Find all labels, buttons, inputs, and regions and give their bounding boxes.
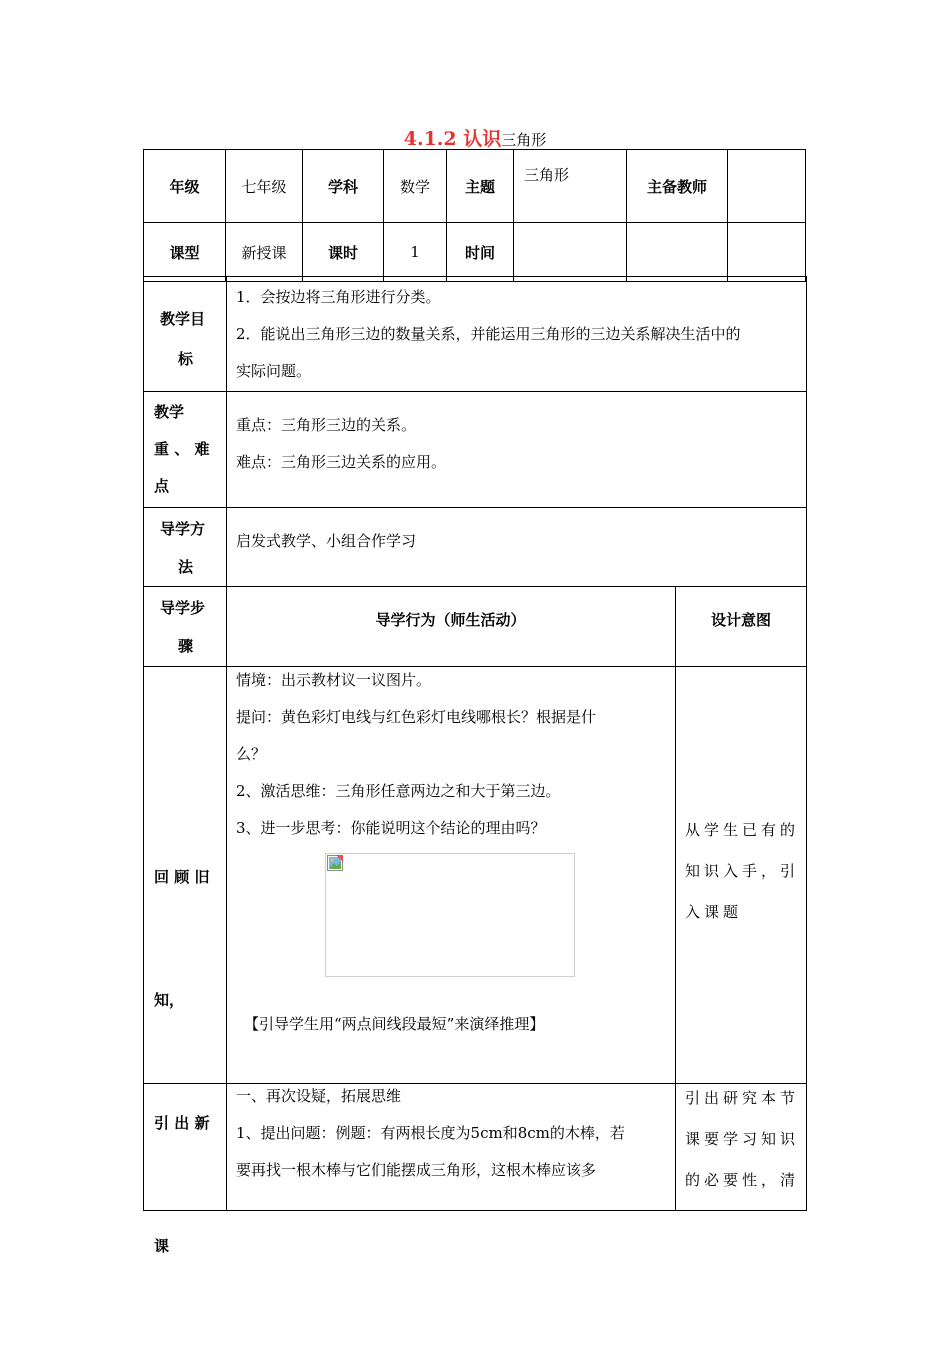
review-intent: [685, 810, 803, 933]
objective-item: 实际问题。: [236, 362, 312, 380]
intent-line: 课要学习知识: [685, 1130, 800, 1148]
review-line: 3、进一步思考：你能说明这个结论的理由吗？: [236, 819, 546, 837]
method-row: [143, 507, 807, 587]
subject-label: 学科: [303, 150, 384, 223]
review-guide: 【引导学生用“两点间线段最短”来演绎推理】: [244, 1015, 545, 1033]
teacher-label: 主备教师: [627, 150, 728, 223]
review-label-3: 引 出 新: [154, 1114, 210, 1132]
steps-header-row: [143, 586, 807, 667]
review-content: [236, 662, 676, 847]
title-number: 4.1.2 认识: [403, 128, 502, 150]
review-label-2: 知，: [154, 991, 185, 1009]
time-label: 时间: [447, 223, 514, 282]
keypoints-row: [143, 391, 807, 508]
review-line: 情境：出示教材议一议图片。: [236, 671, 432, 689]
objectives-label-2: 标: [178, 350, 194, 368]
objectives-row: [143, 276, 807, 392]
explore-content: [236, 1078, 676, 1189]
explore-line: 一、再次设疑，拓展思维: [236, 1087, 402, 1105]
header-table: [143, 149, 806, 282]
column-divider: [675, 1084, 676, 1210]
intent-line: 引出研究本节: [685, 1089, 800, 1107]
intent-line: 从学生已有的: [685, 821, 800, 839]
explore-row: [143, 1083, 807, 1211]
review-label-4: 课: [154, 1237, 170, 1255]
review-label-1: 回 顾 旧: [154, 868, 210, 886]
type-label: 课型: [144, 223, 226, 282]
objectives-content: [236, 279, 806, 390]
subject-value: 数学: [384, 150, 447, 223]
time-value: [514, 223, 627, 282]
empty-cell-1: [627, 223, 728, 282]
activity-header: 导学行为（师生活动）: [375, 611, 526, 629]
review-line: 提问：黄色彩灯电线与红色彩灯电线哪根长？根据是什: [236, 708, 597, 726]
teacher-value: [728, 150, 806, 223]
steps-label-2: 骤: [178, 637, 194, 655]
intent-line: 入课题: [685, 903, 743, 921]
explore-line: 要再找一根木棒与它们能摆成三角形，这根木棒应该多: [236, 1161, 597, 1179]
method-label-2: 法: [178, 558, 194, 576]
steps-label-1: 导学步: [160, 599, 206, 617]
broken-image: [325, 853, 575, 977]
keypoint-item: 重点：三角形三边的关系。: [236, 416, 417, 434]
grade-label: 年级: [144, 150, 226, 223]
objective-item: 1．会按边将三角形进行分类。: [236, 288, 441, 306]
document-title: [0, 124, 950, 151]
grade-value: 七年级: [226, 150, 303, 223]
objectives-label-1: 教学目: [160, 310, 206, 328]
intent-header: 设计意图: [710, 611, 771, 629]
intent-line: 的必要性，清: [685, 1171, 800, 1189]
keypoints-content: [236, 407, 806, 481]
method-text: 启发式教学、小组合作学习: [236, 532, 417, 550]
title-rest: 三角形: [501, 131, 547, 149]
keypoints-label-1: 教学: [154, 403, 185, 421]
explore-intent: [685, 1078, 803, 1201]
steps-label-cell: [144, 587, 227, 666]
empty-cell-2: [728, 223, 806, 282]
keypoints-label-cell: [144, 392, 227, 507]
method-label-cell: [144, 508, 227, 586]
review-line: 2、激活思维：三角形任意两边之和大于第三边。: [236, 782, 561, 800]
intent-line: 知识入手，引: [685, 862, 800, 880]
topic-value: 三角形: [514, 150, 627, 223]
objective-item: 2．能说出三角形三边的数量关系，并能运用三角形的三边关系解决生活中的: [236, 325, 741, 343]
hours-label: 课时: [303, 223, 384, 282]
topic-label: 主题: [447, 150, 514, 223]
hours-value: 1: [384, 223, 447, 282]
review-label-cell: [144, 667, 227, 1255]
broken-image-icon: [327, 855, 343, 871]
method-label-1: 导学方: [160, 520, 206, 538]
review-line: 么？: [236, 745, 267, 763]
type-value: 新授课: [226, 223, 303, 282]
explore-label-cell: [144, 1084, 227, 1210]
keypoints-label-2: 重 、 难: [154, 440, 210, 458]
keypoint-item: 难点：三角形三边关系的应用。: [236, 453, 447, 471]
keypoints-label-3: 点: [154, 477, 170, 495]
explore-line: 1、提出问题：例题：有两根长度为5cm和8cm的木棒，若: [236, 1124, 625, 1142]
column-divider: [675, 667, 676, 1083]
objectives-label-cell: [144, 277, 227, 391]
